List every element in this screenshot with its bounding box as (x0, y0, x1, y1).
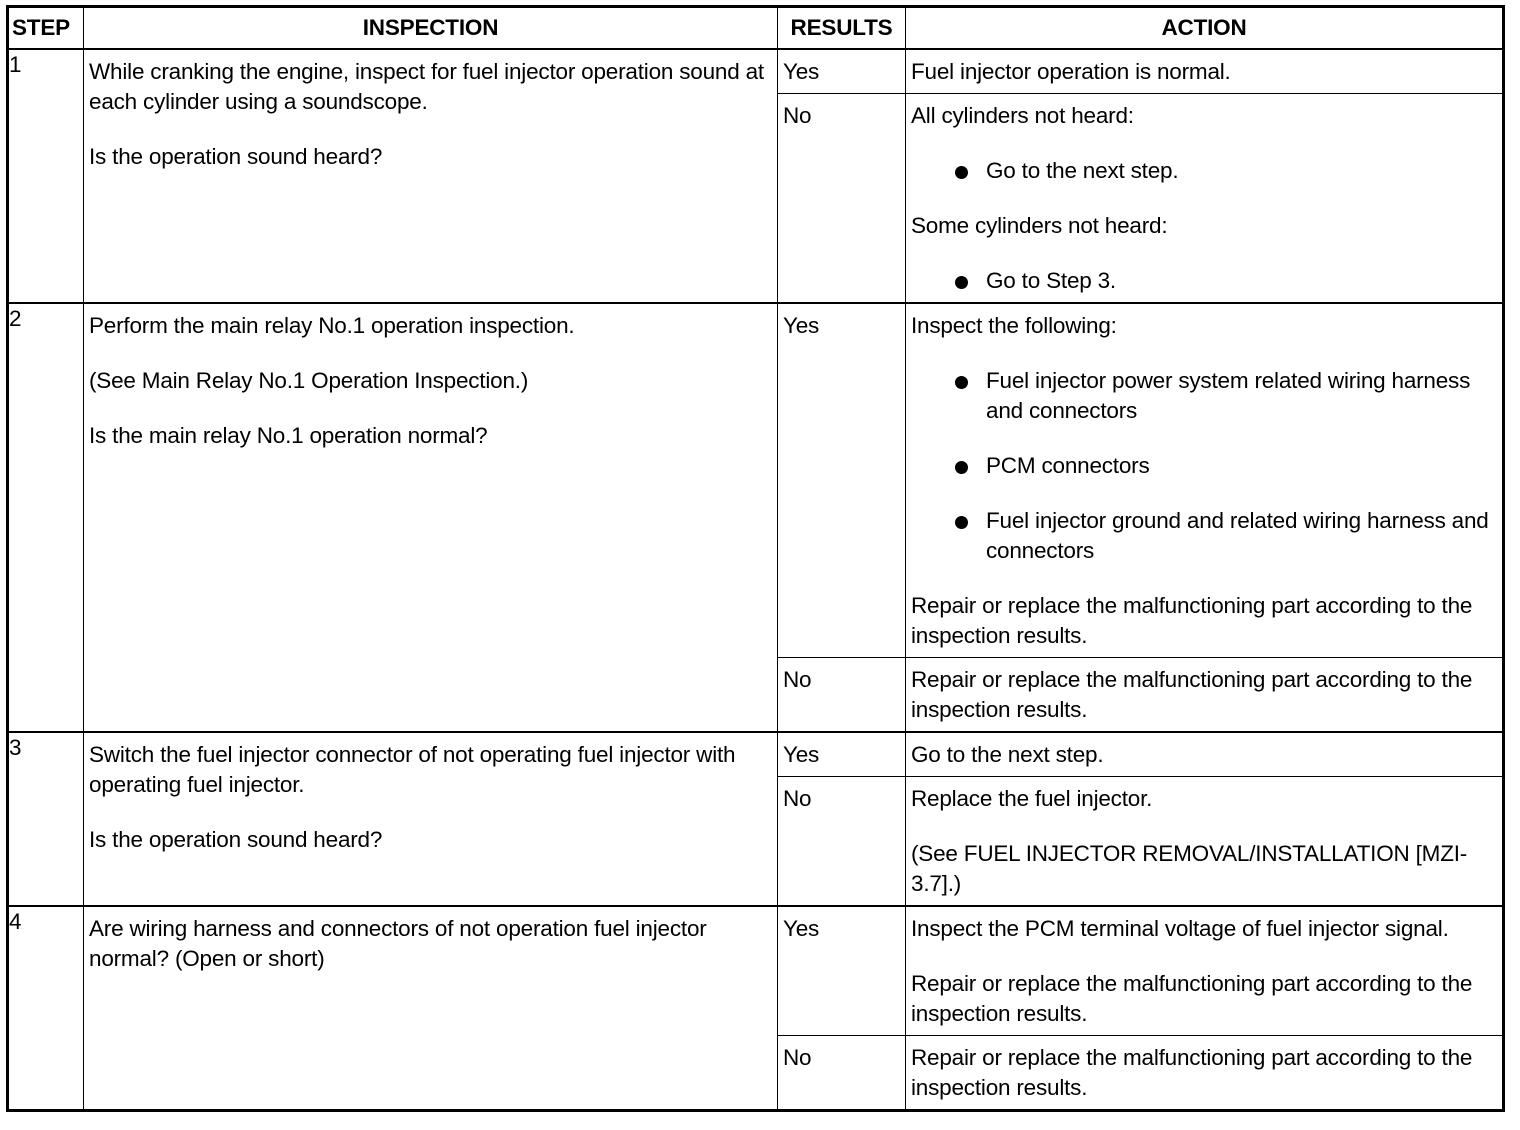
inspection-question: Is the operation sound heard? (89, 827, 383, 852)
header-step: STEP (8, 7, 84, 50)
result-yes: Yes (783, 742, 820, 767)
result-cell (778, 94, 906, 304)
inspection-cell (84, 49, 778, 303)
action-cell (906, 732, 1504, 777)
bullet-item: PCM connectors (911, 451, 1497, 481)
diagnostic-procedure-table (6, 5, 1505, 1112)
result-yes: Yes (783, 916, 820, 941)
result-cell (778, 906, 906, 1036)
result-cell (778, 49, 906, 94)
table-row (8, 49, 1504, 94)
header-results: RESULTS (778, 7, 906, 50)
action-text: Some cylinders not heard: (911, 213, 1168, 238)
inspection-text: While cranking the engine, inspect for fuel injector operation sound at each cylinder using a soundscope. (89, 59, 764, 114)
table-row (8, 303, 1504, 658)
action-text: Repair or replace the malfunctioning part according to the inspection results. (911, 1045, 1473, 1100)
action-text: Repair or replace the malfunctioning part according to the inspection results. (911, 971, 1473, 1026)
action-text: Fuel injector operation is normal. (911, 59, 1231, 84)
bullet-item: Go to Step 3. (911, 266, 1497, 296)
action-cell (906, 777, 1504, 907)
action-text: Replace the fuel injector. (911, 786, 1153, 811)
action-text: Inspect the following: (911, 313, 1117, 338)
header-action: ACTION (906, 7, 1504, 50)
result-cell (778, 777, 906, 907)
action-text: Repair or replace the malfunctioning part according to the inspection results. (911, 593, 1473, 648)
action-reference: (See FUEL INJECTOR REMOVAL/INSTALLATION [MZI-3.7].) (911, 841, 1468, 896)
inspection-text: Switch the fuel injector connector of not operating fuel injector with operating fuel injector. (89, 742, 736, 797)
inspection-cell (84, 732, 778, 906)
action-cell (906, 658, 1504, 733)
action-text: Inspect the PCM terminal voltage of fuel injector signal. (911, 916, 1449, 941)
header-row (8, 7, 1504, 50)
table-row (8, 906, 1504, 1036)
inspection-reference: (See Main Relay No.1 Operation Inspection.) (89, 368, 529, 393)
result-no: No (783, 667, 812, 692)
bullet-item: Fuel injector ground and related wiring harness and connectors (911, 506, 1497, 566)
inspection-cell (84, 303, 778, 732)
result-yes: Yes (783, 59, 820, 84)
result-cell (778, 658, 906, 733)
bullet-item: Go to the next step. (911, 156, 1497, 186)
action-cell (906, 49, 1504, 94)
inspection-text: Perform the main relay No.1 operation inspection. (89, 313, 575, 338)
result-cell (778, 732, 906, 777)
inspection-question: Is the operation sound heard? (89, 144, 383, 169)
action-text: All cylinders not heard: (911, 103, 1134, 128)
step-number: 1 (8, 49, 84, 303)
action-text: Go to the next step. (911, 742, 1104, 767)
result-yes: Yes (783, 313, 820, 338)
result-cell (778, 1036, 906, 1111)
action-cell (906, 1036, 1504, 1111)
step-number: 4 (8, 906, 84, 1111)
result-cell (778, 303, 906, 658)
header-inspection: INSPECTION (84, 7, 778, 50)
bullet-item: Fuel injector power system related wiring harness and connectors (911, 366, 1497, 426)
result-no: No (783, 103, 812, 128)
result-no: No (783, 786, 812, 811)
inspection-question: Is the main relay No.1 operation normal? (89, 423, 488, 448)
action-cell (906, 94, 1504, 304)
action-cell (906, 303, 1504, 658)
step-number: 2 (8, 303, 84, 732)
step-number: 3 (8, 732, 84, 906)
result-no: No (783, 1045, 812, 1070)
action-cell (906, 906, 1504, 1036)
table-row (8, 732, 1504, 777)
inspection-question: Are wiring harness and connectors of not operation fuel injector normal? (Open or short) (89, 916, 707, 971)
inspection-cell (84, 906, 778, 1111)
action-text: Repair or replace the malfunctioning part according to the inspection results. (911, 667, 1473, 722)
